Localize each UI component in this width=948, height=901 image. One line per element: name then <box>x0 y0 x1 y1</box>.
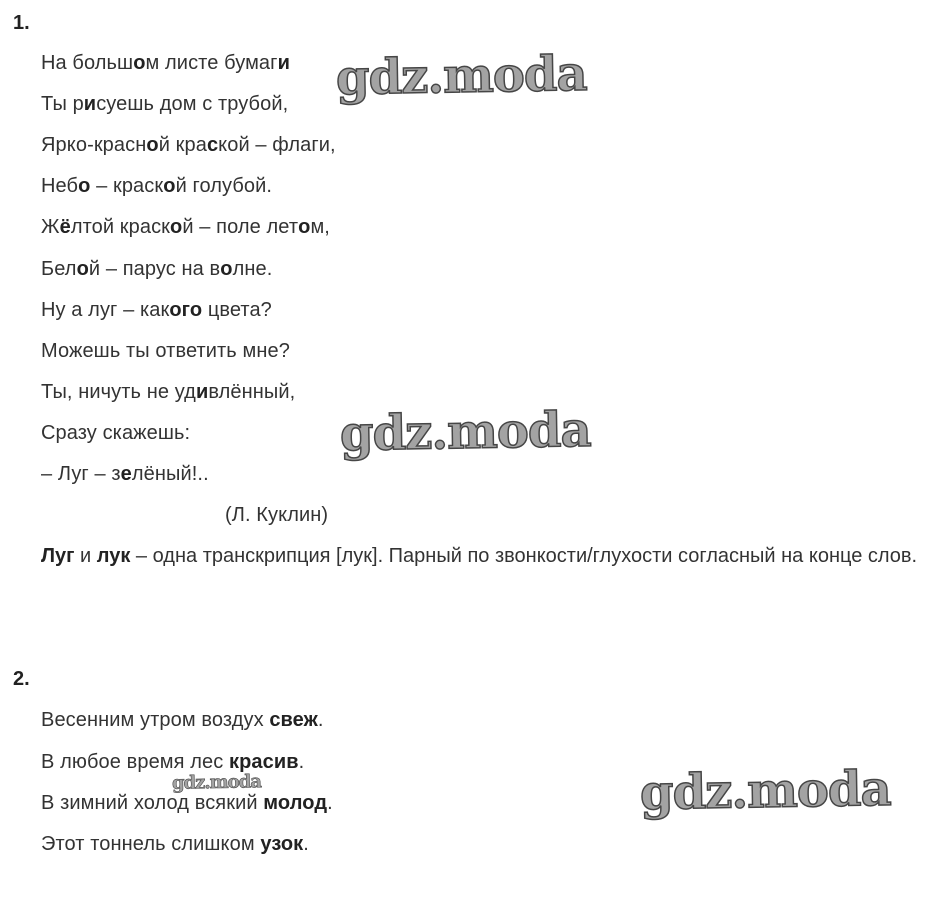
bold-segment: о <box>163 175 176 197</box>
sentence-line: Весенним утром воздух свеж. <box>41 709 324 731</box>
bold-segment: о <box>78 175 91 197</box>
bold-segment: и <box>195 381 209 403</box>
poem-line: – Луг – зелёный!.. <box>41 463 209 485</box>
watermark-logo: gdz.moda <box>335 45 588 107</box>
task-2-number: 2. <box>13 668 30 690</box>
bold-segment: о <box>133 52 146 74</box>
poem-line: Сразу скажешь: <box>41 422 191 444</box>
bold-segment: узок <box>260 833 304 855</box>
watermark-logo: gdz.moda <box>639 760 892 822</box>
bold-segment: о <box>220 258 233 280</box>
sentence-line: В зимний холод всякий молод. <box>41 792 333 814</box>
poem-line: На большом листе бумаги <box>41 52 290 74</box>
bold-segment: и <box>83 93 97 115</box>
bold-segment: Луг <box>41 545 75 567</box>
poem-line: Ты, ничуть не удивлённый, <box>41 381 296 403</box>
bold-segment: с <box>206 134 219 156</box>
bold-segment: о <box>76 258 89 280</box>
poem-line: Жёлтой краской – поле летом, <box>41 216 330 238</box>
poem-line: Белой – парус на волне. <box>41 258 273 280</box>
bold-segment: о <box>146 134 159 156</box>
sentence-line: В любое время лес красив. <box>41 751 305 773</box>
bold-segment: красив <box>228 751 299 773</box>
watermark-logo: gdz.moda <box>339 401 592 463</box>
poem-line: Небо – краской голубой. <box>41 175 273 197</box>
poem-author: (Л. Куклин) <box>225 504 329 526</box>
task-1-number: 1. <box>13 12 30 34</box>
poem-line: Можешь ты ответить мне? <box>41 340 290 362</box>
bold-segment: и <box>277 52 290 74</box>
poem-line: Ну а луг – какого цвета? <box>41 299 272 321</box>
sentence-line: Этот тоннель слишком узок. <box>41 833 309 855</box>
bold-segment: молод <box>263 792 328 814</box>
task-1-explanation: Луг и лук – одна транскрипция [лук]. Парный по звонкости/глухости согласный на конце слов. <box>41 545 918 567</box>
bold-segment: ого <box>169 299 203 321</box>
bold-segment: о <box>298 216 311 238</box>
poem-line: Ярко-красной краской – флаги, <box>41 134 336 156</box>
bold-segment: е <box>120 463 132 485</box>
bold-segment: лук <box>96 545 131 567</box>
bold-segment: ё <box>59 216 71 238</box>
bold-segment: о <box>170 216 183 238</box>
watermark-logo-small: gdz.moda <box>171 771 262 794</box>
poem-line: Ты рисуешь дом с трубой, <box>41 93 289 115</box>
bold-segment: свеж <box>269 709 318 731</box>
